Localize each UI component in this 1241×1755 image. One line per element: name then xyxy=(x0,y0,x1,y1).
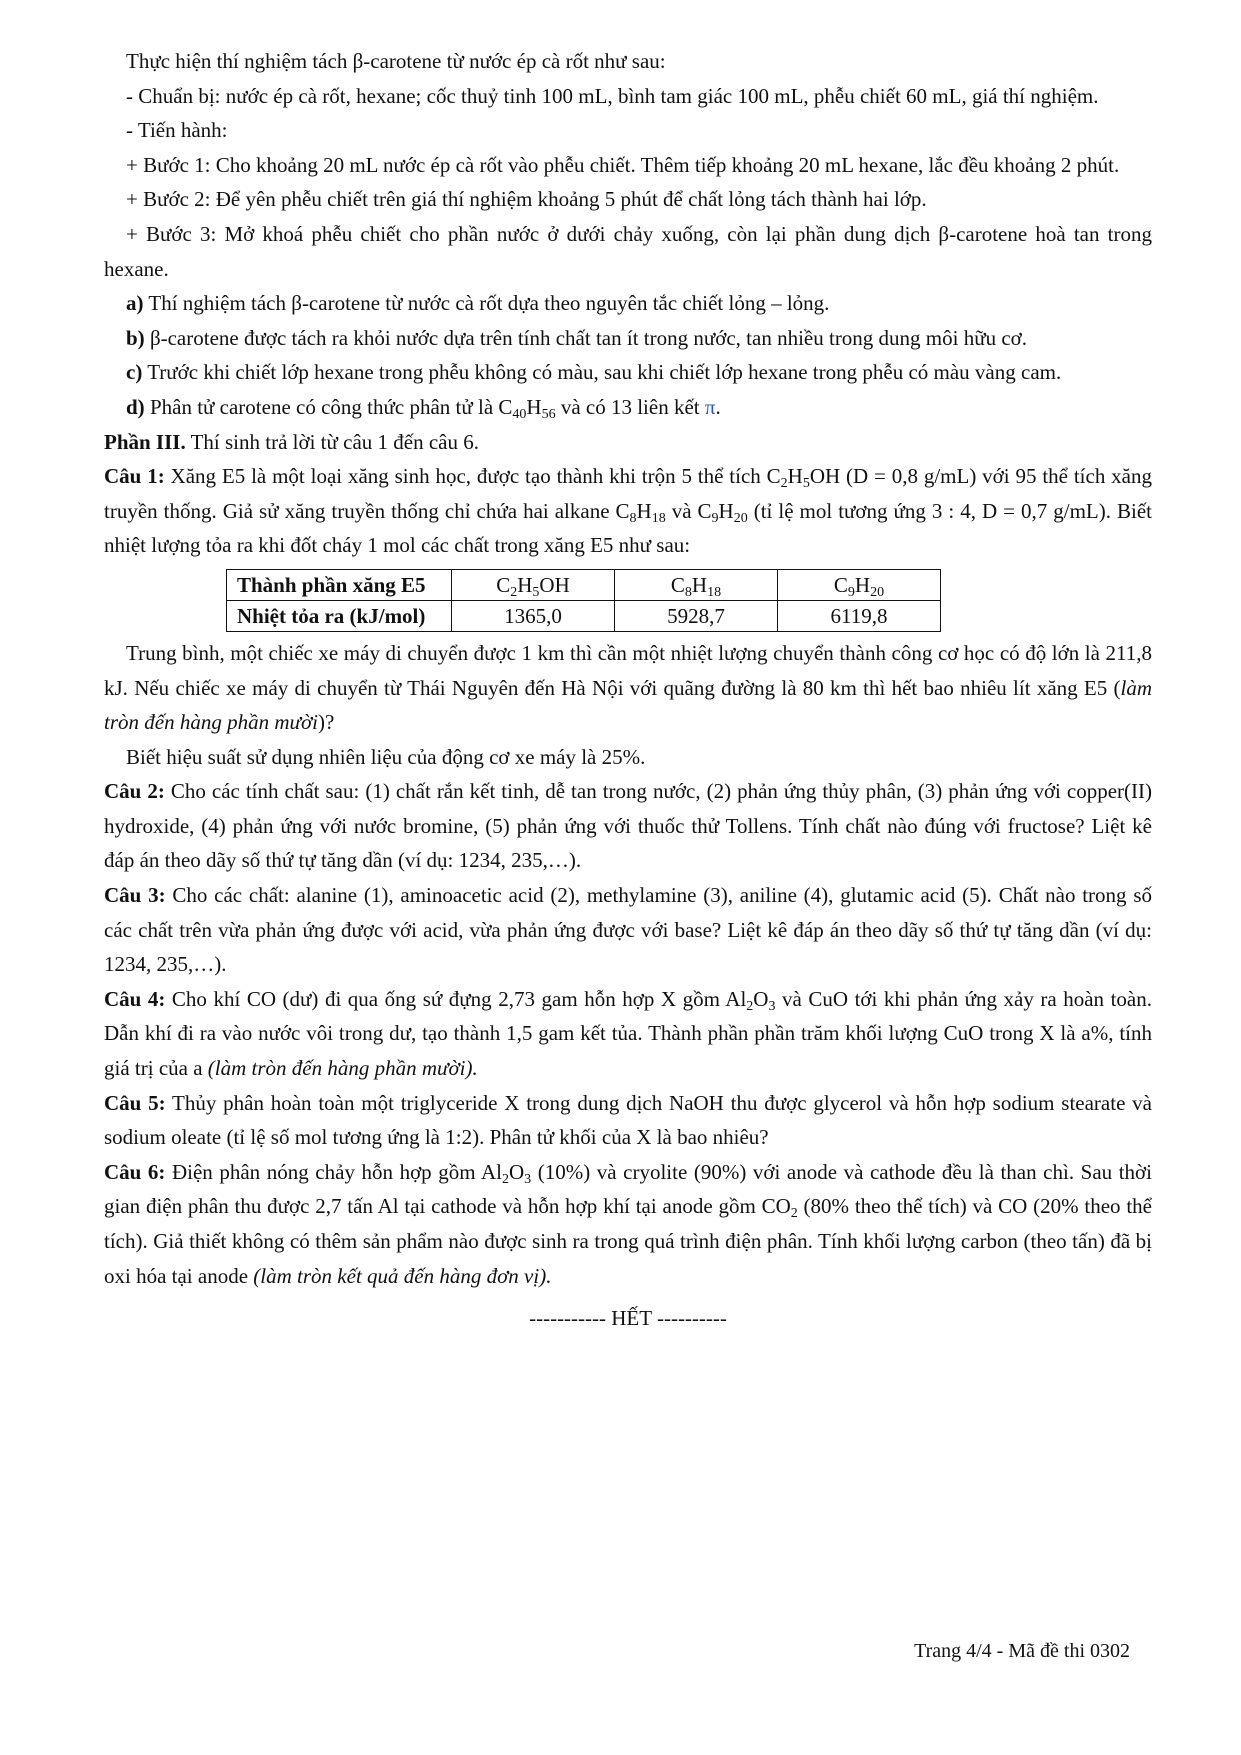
table-header-cell: Nhiệt tỏa ra (kJ/mol) xyxy=(227,600,452,631)
table-row xyxy=(227,600,941,631)
question-1-paragraph-3: Biết hiệu suất sử dụng nhiên liệu của động cơ xe máy là 25%. xyxy=(126,744,646,769)
question-label: Câu 6: xyxy=(104,1159,166,1184)
question-1: Câu 1: Xăng E5 là một loại xăng sinh học, được tạo thành khi trộn 5 thể tích $C_2H_5OH$ (D = 0,8 g/mL) với 95 thể tích xăng truyền thống. Giả sử xăng truyền thống chỉ chứa hai alkane $C_8H_{18}$ và $C_9H_{20}$ (tỉ lệ mol tương ứng 3 : 4, D = 0,7 g/mL). Biết nhiệt lượng tỏa ra khi đốt cháy 1 mol các chất trong xăng E5 như sau: xyxy=(104,464,1152,558)
statement-c: c) Trước khi chiết lớp hexane trong phễu không có màu, sau khi chiết lớp hexane trong phễu có màu vàng cam. xyxy=(126,360,1062,385)
table-header-cell: Thành phần xăng E5 xyxy=(227,569,452,600)
question-label: Câu 4: xyxy=(104,986,166,1011)
table-row xyxy=(227,569,941,600)
statement-label: d) xyxy=(126,394,145,419)
question-6: Câu 6: Điện phân nóng chảy hỗn hợp gồm $Al_2O_3$ (10%) và cryolite (90%) với anode và cathode đều là than chì. Sau thời gian điện phân thu được 2,7 tấn Al tại cathode và hỗn hợp khí tại anode gồm $CO_2$ (80% theo thể tích) và CO (20% theo thể tích). Giả thiết không có thêm sản phẩm nào được sinh ra trong quá trình điện phân. Tính khối lượng carbon (theo tấn) đã bị oxi hóa tại anode (làm tròn kết quả đến hàng đơn vị). xyxy=(104,1159,1152,1288)
question-2: Câu 2: Cho các tính chất sau: (1) chất rắn kết tinh, dễ tan trong nước, (2) phản ứng thủy phân, (3) phản ứng với copper(II) hydroxide, (4) phản ứng với nước bromine, (5) phản ứng với thuốc thử Tollens. Tính chất nào đúng với fructose? Liệt kê đáp án theo dãy số thứ tự tăng dần (ví dụ: 1234, 235,…). xyxy=(104,779,1153,873)
question-label: Câu 1: xyxy=(104,464,165,489)
question-3: Câu 3: Cho các chất: alanine (1), aminoacetic acid (2), methylamine (3), aniline (4), glutamic acid (5). Chất nào trong số các chất trên vừa phản ứng được với acid, vừa phản ứng được với base? Liệt kê đáp án theo dãy số thứ tự tăng dần (ví dụ: 1234, 235,…). xyxy=(104,883,1152,977)
step-3: + Bước 3: Mở khoá phễu chiết cho phần nước ở dưới chảy xuống, còn lại phần dung dịch β-carotene hoà tan trong hexane. xyxy=(104,221,1152,281)
procedure-title: - Tiến hành: xyxy=(126,118,228,143)
end-mark: ----------- HẾT ---------- xyxy=(529,1306,727,1331)
statement-a: a) Thí nghiệm tách β-carotene từ nước cà rốt dựa theo nguyên tắc chiết lỏng – lỏng. xyxy=(126,291,830,316)
exam-page xyxy=(104,44,1152,1336)
question-5: Câu 5: Thủy phân hoàn toàn một triglyceride X trong dung dịch NaOH thu được glycerol và hỗn hợp sodium stearate và sodium oleate (tỉ lệ số mol tương ứng là 1:2). Phân tử khối của X là bao nhiêu? xyxy=(104,1090,1152,1150)
question-4: Câu 4: Cho khí CO (dư) đi qua ống sứ đựng 2,73 gam hỗn hợp X gồm $Al_2O_3$ và CuO tới khi phản ứng xảy ra hoàn toàn. Dẫn khí đi ra vào nước vôi trong dư, tạo thành 1,5 gam kết tủa. Thành phần phần trăm khối lượng CuO trong X là a%, tính giá trị của a (làm tròn đến hàng phần mười). xyxy=(104,986,1152,1081)
question-1-paragraph-2: Trung bình, một chiếc xe máy di chuyển được 1 km thì cần một nhiệt lượng chuyển thành công cơ học có độ lớn là 211,8 kJ. Nếu chiếc xe máy di chuyển từ Thái Nguyên đến Hà Nội với quãng đường là 80 km thì hết bao nhiêu lít xăng E5 (làm tròn đến hàng phần mười)? xyxy=(104,640,1152,735)
statement-label: a) xyxy=(126,291,144,316)
part-3-heading: Phần III. Thí sinh trả lời từ câu 1 đến câu 6. xyxy=(104,429,479,454)
statement-label: b) xyxy=(126,325,145,350)
preparation-text: - Chuẩn bị: nước ép cà rốt, hexane; cốc thuỷ tinh 100 mL, bình tam giác 100 mL, phễu chiết 60 mL, giá thí nghiệm. xyxy=(126,83,1099,108)
statement-d: d) Phân tử carotene có công thức phân tử là $C_{40}H_{56}$ và có 13 liên kết π. xyxy=(126,394,721,422)
table-cell: $C_9H_{20}$ xyxy=(778,569,941,600)
step-1: + Bước 1: Cho khoảng 20 mL nước ép cà rốt vào phễu chiết. Thêm tiếp khoảng 20 mL hexane, lắc đều khoảng 2 phút. xyxy=(126,152,1120,177)
table-cell: 6119,8 xyxy=(778,600,941,631)
question-label: Câu 5: xyxy=(104,1090,166,1115)
table-cell: 1365,0 xyxy=(452,600,615,631)
table-cell: $C_2H_5OH$ xyxy=(452,569,615,600)
page-footer: Trang 4/4 - Mã đề thi 0302 xyxy=(914,1640,1130,1662)
e5-heat-table xyxy=(226,569,941,632)
pi-symbol: π xyxy=(704,394,716,419)
question-label: Câu 2: xyxy=(104,779,165,804)
statement-label: c) xyxy=(126,360,143,385)
statement-b: b) β-carotene được tách ra khỏi nước dựa trên tính chất tan ít trong nước, tan nhiều trong dung môi hữu cơ. xyxy=(126,325,1028,350)
table-cell: 5928,7 xyxy=(615,600,778,631)
question-label: Câu 3: xyxy=(104,883,166,908)
step-2: + Bước 2: Để yên phễu chiết trên giá thí nghiệm khoảng 5 phút để chất lỏng tách thành hai lớp. xyxy=(126,187,927,212)
table-cell: $C_8H_{18}$ xyxy=(615,569,778,600)
intro-text: Thực hiện thí nghiệm tách β-carotene từ nước ép cà rốt như sau: xyxy=(126,49,666,73)
